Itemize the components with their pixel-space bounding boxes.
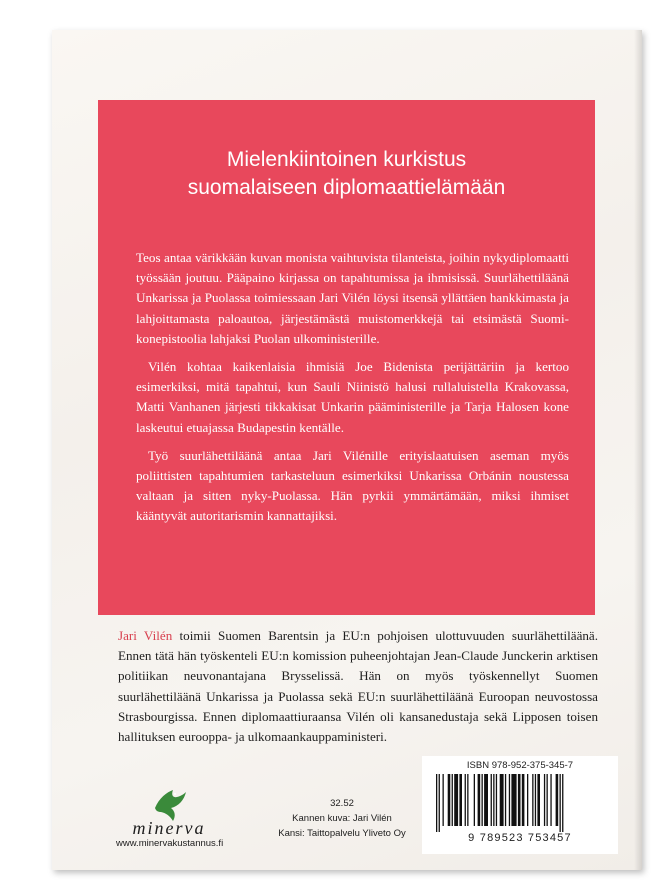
publisher-logo [114, 788, 224, 839]
cover-photo-credit: Kannen kuva: Jari Vilén [292, 813, 392, 824]
author-bio [118, 626, 598, 747]
heading-line-2: suomalaiseen diplomaattielämään [187, 176, 506, 199]
heading-line-1: Mielenkiintoinen kurkistus [226, 148, 467, 171]
credits [272, 796, 412, 841]
isbn-text: ISBN 978-952-375-345-7 [466, 760, 574, 771]
blurb-paragraph-3: Työ suurlähettiläänä antaa Jari Vilénille erityislaatuisen aseman myös poliittisten tapahtumien tarkasteluun esimerkiksi Unkarissa Orbánin noustessa valtaan ja sitten nyky-Puolassa. Hän pyrkii ymmärtämään, miksi ihmiset kääntyvät autoritarismin kannattajiksi. [136, 447, 569, 524]
book-back-cover [52, 30, 642, 870]
barcode-box [422, 756, 618, 854]
cover-heading [98, 146, 595, 202]
publisher-url: www.minervakustannus.fi [116, 838, 224, 849]
publisher-name: minerva [132, 818, 206, 838]
barcode-number: 9 789523 753457 [468, 832, 572, 844]
cover-design-credit: Kansi: Taittopalvelu Yliveto Oy [278, 828, 406, 839]
description-panel [98, 100, 595, 615]
blurb-paragraph-2: Vilén kohtaa kaikenlaisia ihmisiä Joe Bidenista perijättäriin ja kertoo esimerkiksi, mitä tapahtui, kun Sauli Niinistö halusi rullaluistella Krakovassa, Matti Vanhanen järjesti tikkakisat Unkarin pääministerille ja Tarja Halosen kone laskeutui etuajassa Budapestin kentälle. [136, 359, 569, 435]
author-bio-text: toimii Suomen Barentsin ja EU:n pohjoisen ulottuvuuden suurlähettiläänä. Ennen tätä hän työskenteli EU:n komission puheenjohtajan Jean-Claude Junckerin arktisen politiikan neuvonantajana Brysselissä. Hän on myös työskennellyt Suomen suurlähettiläänä Unkarissa ja Puolassa sekä EU:n suurlähettiläänä Euroopan neuvostossa Strasbourgissa. Ennen diplomaattiuraansa Vilén oli kansanedustaja sekä Lipposen toisen hallituksen eurooppa- ja ulkomaankauppaministeri. [118, 628, 599, 745]
barcode-icon [434, 774, 606, 832]
author-name: Jari Vilén [118, 628, 173, 643]
bird-icon [151, 788, 187, 822]
classification-code: 32.52 [330, 798, 354, 809]
blurb-paragraph-1: Teos antaa värikkään kuvan monista vaihtuvista tilanteista, joihin nykydiplomaatti työssään joutuu. Pääpaino kirjassa on tapahtumissa ja ihmisissä. Suurlähettiläänä Unkarissa ja Puolassa toimiessaan Jari Vilén löysi itsensä yllättäen hankkimasta ja lahjoittamasta paloautoa, järjestämästä muistomerkkejä tai etsimästä Suomi-konepistoolia lahjaksi Puolan ulkoministerille. [136, 250, 569, 346]
blurb-text [136, 248, 569, 535]
